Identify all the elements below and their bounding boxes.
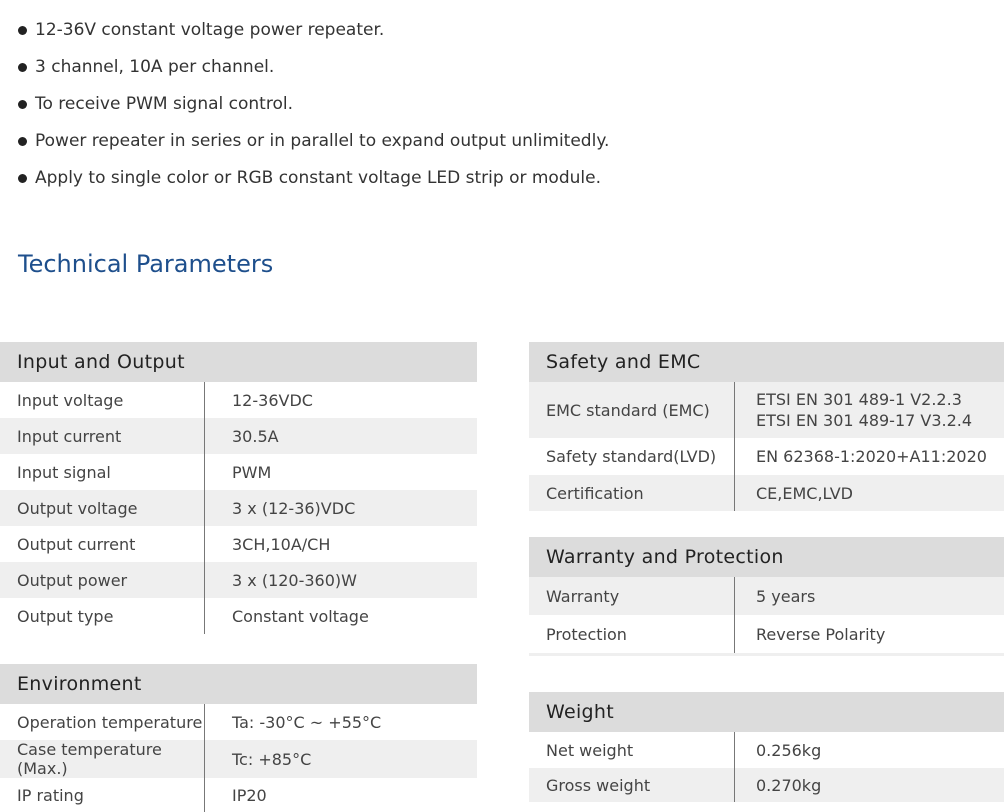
param-value-line: ETSI EN 301 489-17 V3.2.4 xyxy=(756,410,1004,431)
param-label: Gross weight xyxy=(529,768,735,802)
table-heading: Environment xyxy=(0,664,477,704)
bullet-icon xyxy=(18,174,27,183)
param-label: Input current xyxy=(0,418,205,454)
param-value: 0.256kg xyxy=(735,732,1004,768)
param-label: Net weight xyxy=(529,732,735,768)
param-label: IP rating xyxy=(0,778,205,812)
param-value: CE,EMC,LVD xyxy=(735,475,1004,511)
feature-list xyxy=(18,20,609,205)
param-value: 0.270kg xyxy=(735,768,1004,802)
param-value: EN 62368-1:2020+A11:2020 xyxy=(735,438,1004,475)
feature-text: 12-36V constant voltage power repeater. xyxy=(35,20,384,40)
safety-emc-table xyxy=(529,342,1004,511)
table-heading: Warranty and Protection xyxy=(529,537,1004,577)
param-value: 3 x (12-36)VDC xyxy=(205,490,478,526)
bullet-icon xyxy=(18,26,27,35)
param-value: Reverse Polarity xyxy=(735,615,1004,653)
param-label: Operation temperature xyxy=(0,704,205,740)
param-label: Input voltage xyxy=(0,382,205,418)
feature-text: Power repeater in series or in parallel to expand output unlimitedly. xyxy=(35,131,609,151)
param-label: EMC standard (EMC) xyxy=(529,382,735,438)
bullet-icon xyxy=(18,137,27,146)
feature-item xyxy=(18,94,609,131)
weight-table xyxy=(529,692,1004,802)
param-value xyxy=(735,382,1004,438)
feature-text: Apply to single color or RGB constant voltage LED strip or module. xyxy=(35,168,601,188)
param-value: 30.5A xyxy=(205,418,478,454)
table-heading: Weight xyxy=(529,692,1004,732)
param-label: Output type xyxy=(0,598,205,634)
param-label: Output current xyxy=(0,526,205,562)
environment-table xyxy=(0,664,477,812)
table-heading: Input and Output xyxy=(0,342,477,382)
feature-item xyxy=(18,168,609,205)
param-value: 3 x (120-360)W xyxy=(205,562,478,598)
bullet-icon xyxy=(18,100,27,109)
feature-item xyxy=(18,20,609,57)
section-title: Technical Parameters xyxy=(18,250,273,278)
param-value: Tc: +85°C xyxy=(205,740,478,778)
bullet-icon xyxy=(18,63,27,72)
param-value-line: ETSI EN 301 489-1 V2.2.3 xyxy=(756,389,1004,410)
param-value: 5 years xyxy=(735,577,1004,615)
param-value: 3CH,10A/CH xyxy=(205,526,478,562)
feature-item xyxy=(18,131,609,168)
param-label: Protection xyxy=(529,615,735,653)
param-label: Output voltage xyxy=(0,490,205,526)
param-label: Warranty xyxy=(529,577,735,615)
param-label: Input signal xyxy=(0,454,205,490)
param-value: Constant voltage xyxy=(205,598,478,634)
param-label: Certification xyxy=(529,475,735,511)
param-label: Output power xyxy=(0,562,205,598)
feature-text: 3 channel, 10A per channel. xyxy=(35,57,274,77)
warranty-protection-table xyxy=(529,537,1004,656)
table-heading: Safety and EMC xyxy=(529,342,1004,382)
param-value: 12-36VDC xyxy=(205,382,478,418)
feature-text: To receive PWM signal control. xyxy=(35,94,293,114)
input-output-table xyxy=(0,342,477,634)
feature-item xyxy=(18,57,609,94)
param-value: PWM xyxy=(205,454,478,490)
param-label: Case temperature (Max.) xyxy=(0,740,205,778)
param-value: IP20 xyxy=(205,778,478,812)
param-value: Ta: -30°C ~ +55°C xyxy=(205,704,478,740)
param-label: Safety standard(LVD) xyxy=(529,438,735,475)
